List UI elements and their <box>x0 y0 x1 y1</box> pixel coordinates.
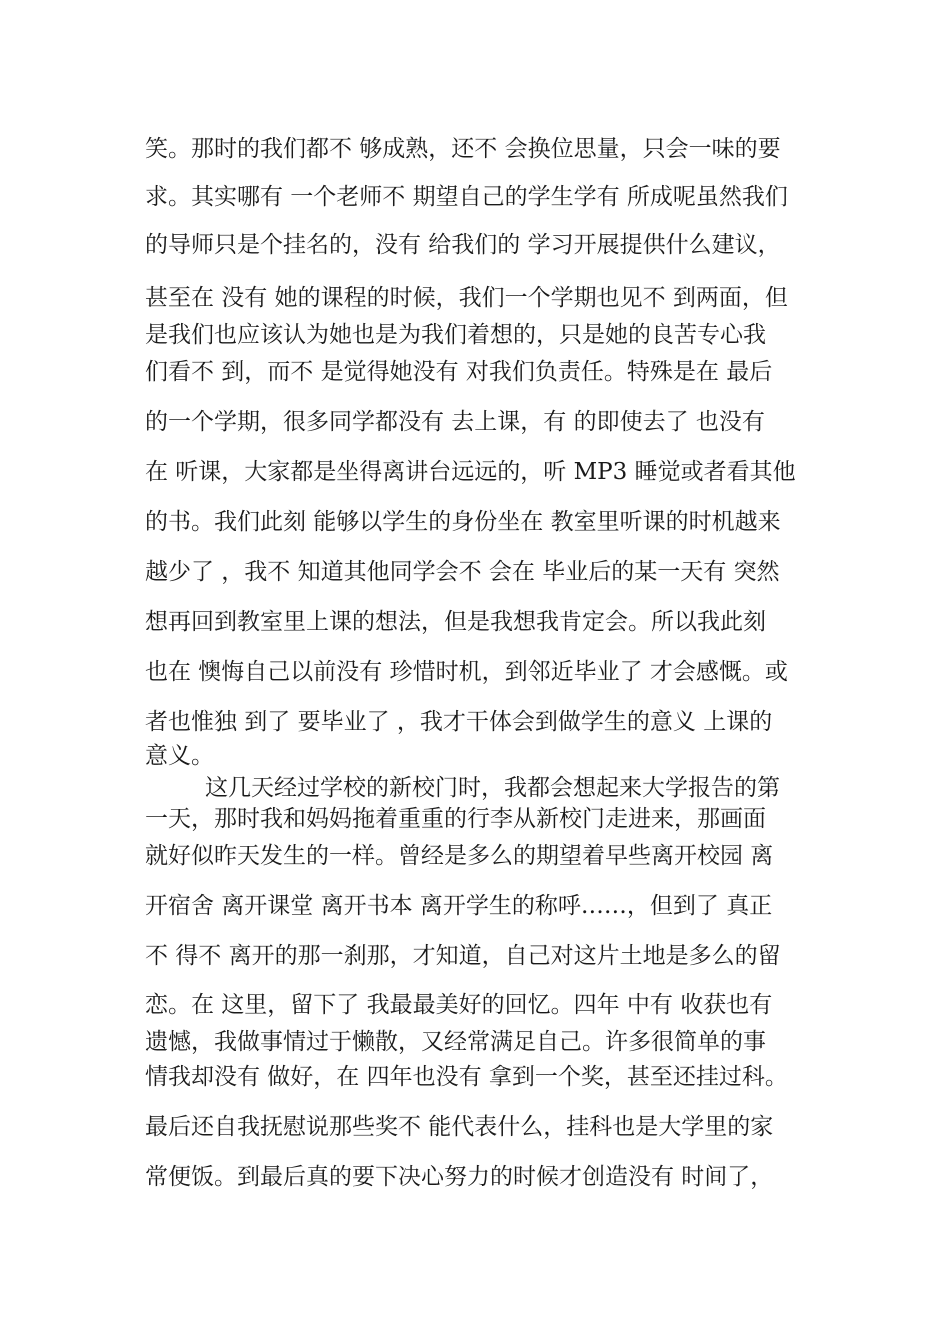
text-line: 们看不 到，而不 是觉得她没有 对我们负责任。特殊是在 最后 <box>145 359 773 385</box>
text-line: 就好似昨天发生的一样。曾经是多么的期望着早些离开校园 离 <box>145 843 774 869</box>
paragraph-first-line: 这几天经过学校的新校门时，我都会想起来大学报告的第 <box>205 775 780 801</box>
text-line: 最后还自我抚慰说那些奖不 能代表什么，挂科也是大学里的家 <box>145 1114 774 1140</box>
text-line: 笑。那时的我们都不 够成熟，还不 会换位思量，只会一味的要 <box>145 136 781 162</box>
text-line: 想再回到教室里上课的想法，但是我想我肯定会。所以我此刻 <box>145 609 766 635</box>
text-line: 开宿舍 离开课堂 离开书本 离开学生的称呼……，但到了 真正 <box>145 893 773 919</box>
text-line: 者也惟独 到了 要毕业了 ，我才干体会到做学生的意义 上课的 <box>145 709 773 735</box>
text-line: 情我却没有 做好，在 四年也没有 拿到一个奖，甚至还挂过科。 <box>145 1064 788 1090</box>
text-line: 的一个学期，很多同学都没有 去上课，有 的即使去了 也没有 <box>145 409 765 435</box>
text-line: 越少了 ，我不 知道其他同学会不 会在 毕业后的某一天有 突然 <box>145 559 780 585</box>
text-line: 也在 懊悔自己以前没有 珍惜时机，到邻近毕业了 才会感慨。或 <box>145 659 788 685</box>
text-line: 不 得不 离开的那一刹那，才知道，自己对这片土地是多么的留 <box>145 943 781 969</box>
text-line: 的书。我们此刻 能够以学生的身份坐在 教室里听课的时机越来 <box>145 509 781 535</box>
text-line: 是我们也应该认为她也是为我们着想的，只是她的良苦专心我 <box>145 322 766 348</box>
text-line: 意义。 <box>145 743 214 769</box>
text-line: 常便饭。到最后真的要下决心努力的时候才创造没有 时间了， <box>145 1164 774 1190</box>
text-line: 遗憾，我做事情过于懒散，又经常满足自己。许多很简单的事 <box>145 1029 766 1055</box>
text-line: 甚至在 没有 她的课程的时候，我们一个学期也见不 到两面，但 <box>145 285 788 311</box>
text-line: 的导师只是个挂名的，没有 给我们的 学习开展提供什么建议， <box>145 232 781 258</box>
text-line: 求。其实哪有 一个老师不 期望自己的学生学有 所成呢虽然我们 <box>145 184 788 210</box>
text-line: 一天，那时我和妈妈拖着重重的行李从新校门走进来，那画面 <box>145 806 766 832</box>
text-line: 恋。在 这里，留下了 我最最美好的回忆。四年 中有 收获也有 <box>145 992 773 1018</box>
text-line: 在 听课，大家都是坐得离讲台远远的，听 MP3 睡觉或者看其他 <box>145 459 796 485</box>
